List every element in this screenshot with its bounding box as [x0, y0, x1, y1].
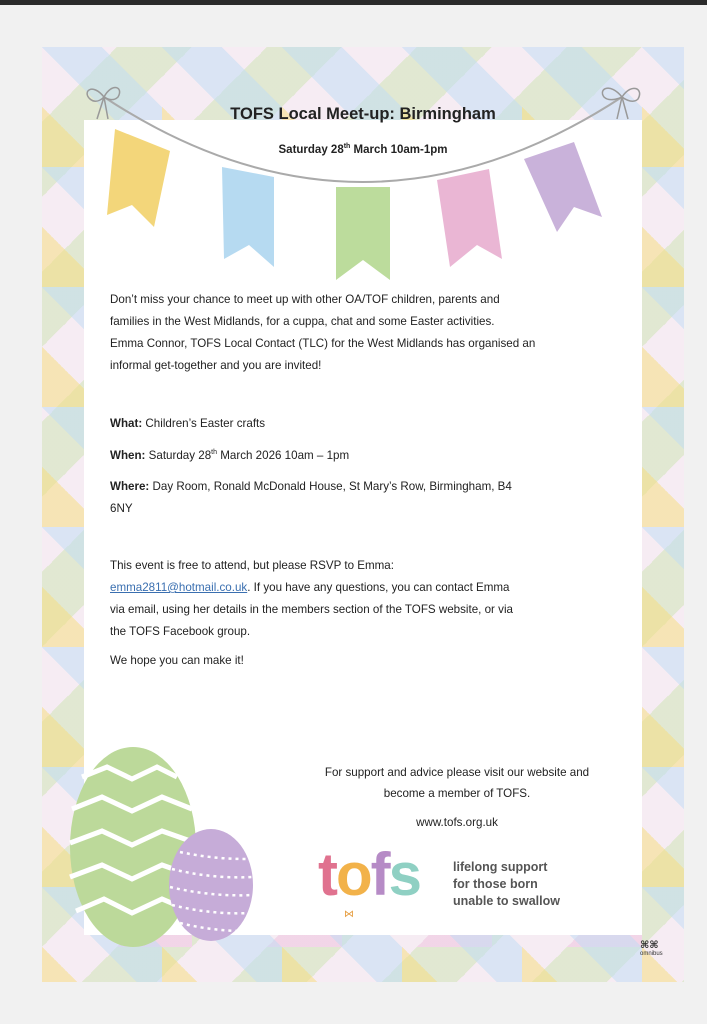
bunting-decoration	[42, 47, 684, 307]
event-date-subtitle: Saturday 28th March 10am-1pm	[278, 143, 448, 156]
intro-line: informal get-together and you are invited!	[110, 359, 322, 372]
website-link[interactable]: www.tofs.org.uk	[416, 816, 498, 829]
support-text: For support and advice please visit our website and become a member of TOFS.	[324, 766, 590, 800]
intro-paragraph	[110, 289, 638, 377]
detail-what: What: Children’s Easter crafts	[110, 417, 266, 430]
flyer	[42, 47, 684, 982]
flag-green	[336, 187, 390, 280]
closing-text: We hope you can make it!	[110, 654, 244, 667]
omnibus-credit-logo: ⌘⌘ omnibus	[640, 940, 663, 957]
email-link[interactable]: emma2811@hotmail.co.uk	[110, 581, 248, 594]
logo-tagline: lifelong support for those born unable to swallow	[453, 860, 560, 908]
rsvp-paragraph: This event is free to attend, but please RSVP to Emma: emma2811@hotmail.co.uk. If you have any questions, you can contact Emma via email, using her details in the members section of the TOFS website, or via the TOFS Facebook group.	[110, 559, 513, 638]
intro-line: Emma Connor, TOFS Local Contact (TLC) for the West Midlands has organised an	[110, 337, 536, 350]
bowtie-icon: ⋈	[344, 909, 354, 920]
event-title: TOFS Local Meet-up: Birmingham	[230, 105, 496, 123]
detail-where: Where: Day Room, Ronald McDonald House, St Mary’s Row, Birmingham, B4 6NY	[110, 480, 512, 515]
flag-pink	[437, 169, 502, 267]
tofs-logo: tofs	[318, 841, 420, 908]
easter-eggs-illustration	[62, 747, 262, 982]
top-bar	[0, 0, 707, 5]
intro-line: families in the West Midlands, for a cuppa, chat and some Easter activities.	[110, 315, 495, 328]
intro-line: Don’t miss your chance to meet up with other OA/TOF children, parents and	[110, 293, 500, 306]
flag-blue	[222, 167, 274, 267]
detail-when: When: Saturday 28th March 2026 10am – 1pm	[110, 449, 350, 462]
